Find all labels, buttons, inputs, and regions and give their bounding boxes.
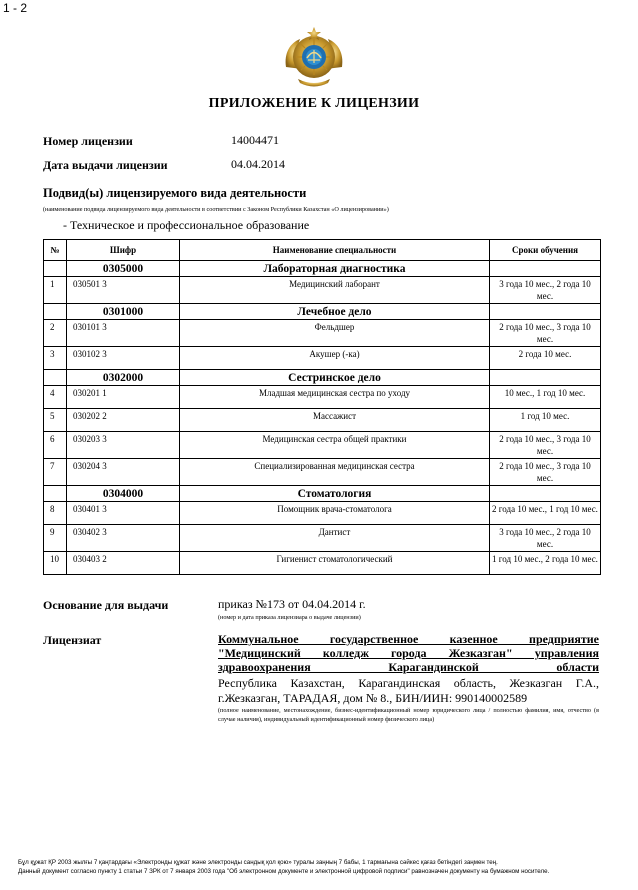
row-code: 030204 3 — [67, 459, 180, 486]
basis-value: приказ №173 от 04.04.2014 г. — [218, 597, 366, 611]
row-term: 2 года 10 мес., 1 год 10 мес. — [490, 502, 601, 525]
group-name: Лабораторная диагностика — [180, 261, 490, 277]
license-date-value: 04.04.2014 — [231, 157, 285, 171]
group-code: 0301000 — [67, 304, 180, 320]
table-row — [44, 409, 601, 432]
table-header-row — [44, 240, 601, 261]
row-name: Акушер (-ка) — [180, 347, 490, 370]
group-code: 0305000 — [67, 261, 180, 277]
license-number-label: Номер лицензии — [43, 134, 133, 148]
row-code: 030402 3 — [67, 525, 180, 552]
row-code: 030401 3 — [67, 502, 180, 525]
row-term: 10 мес., 1 год 10 мес. — [490, 386, 601, 409]
row-name: Медицинская сестра общей практики — [180, 432, 490, 459]
group-name: Лечебное дело — [180, 304, 490, 320]
row-num: 5 — [44, 409, 67, 432]
row-num: 3 — [44, 347, 67, 370]
subtype-heading: Подвид(ы) лицензируемого вида деятельности — [43, 186, 307, 200]
row-name: Фельдшер — [180, 320, 490, 347]
table-row — [44, 502, 601, 525]
subtype-note: (наименование подвида лицензируемого вида деятельности в соответствии с Законом Республики Казахстан «О лицензировании») — [43, 206, 389, 213]
row-code: 030501 3 — [67, 277, 180, 304]
group-num-cell — [44, 261, 67, 277]
licensee-note: (полное наименование, местонахождение, бизнес-идентификационный номер юридического лица / полностью фамилия, имя, отчество (в случае наличия), индивидуальный идентификационный номер физического лица) — [218, 707, 599, 723]
group-num-cell — [44, 304, 67, 320]
footer-ru: Данный документ согласно пункту 1 статьи 7 ЗРК от 7 января 2003 года "Об электронном документе и электронной цифровой подписи" равнозначен документу на бумажном носителе. — [18, 868, 550, 875]
license-date-label: Дата выдачи лицензии — [43, 158, 168, 172]
row-num: 6 — [44, 432, 67, 459]
row-name: Гигиенист стоматологический — [180, 552, 490, 575]
row-term: 2 года 10 мес., 3 года 10 мес. — [490, 320, 601, 347]
activity-type: - Техническое и профессиональное образование — [63, 218, 310, 232]
page-title: ПРИЛОЖЕНИЕ К ЛИЦЕНЗИИ — [208, 96, 420, 111]
row-term: 1 год 10 мес., 2 года 10 мес. — [490, 552, 601, 575]
row-num: 8 — [44, 502, 67, 525]
basis-note: (номер и дата приказа лицензиара о выдаче лицензии) — [218, 614, 361, 621]
row-code: 030101 3 — [67, 320, 180, 347]
state-emblem-icon — [280, 23, 348, 91]
table-row — [44, 277, 601, 304]
licensee-label: Лицензиат — [43, 633, 102, 647]
table-group-row — [44, 486, 601, 502]
row-term: 3 года 10 мес., 2 года 10 мес. — [490, 525, 601, 552]
page-number: 1 - 2 — [3, 1, 28, 15]
row-code: 030202 2 — [67, 409, 180, 432]
group-num-cell — [44, 486, 67, 502]
licensee-name: Коммунальное государственное казенное предприятие "Медицинский колледж города Жезказган" управления здравоохранения Карагандинской области — [218, 632, 599, 674]
header-term: Сроки обучения — [490, 240, 601, 261]
row-num: 1 — [44, 277, 67, 304]
table-row — [44, 347, 601, 370]
specialties-table — [43, 239, 601, 575]
header-code: Шифр — [67, 240, 180, 261]
row-term: 2 года 10 мес. — [490, 347, 601, 370]
row-num: 2 — [44, 320, 67, 347]
row-name: Специализированная медицинская сестра — [180, 459, 490, 486]
footer-kz: Бұл құжат ҚР 2003 жылғы 7 қаңтардағы «Электронды құжат және электронды сандық қол қою» туралы заңның 7 бабы, 1 тармағына сәйкес қағаз бетіндегі заңмен тең. — [18, 859, 498, 866]
group-term-cell — [490, 370, 601, 386]
group-code: 0302000 — [67, 370, 180, 386]
row-code: 030203 3 — [67, 432, 180, 459]
row-name: Младшая медицинская сестра по уходу — [180, 386, 490, 409]
table-row — [44, 386, 601, 409]
row-code: 030403 2 — [67, 552, 180, 575]
group-num-cell — [44, 370, 67, 386]
row-name: Помощник врача-стоматолога — [180, 502, 490, 525]
row-term: 2 года 10 мес., 3 года 10 мес. — [490, 459, 601, 486]
row-name: Дантист — [180, 525, 490, 552]
row-num: 4 — [44, 386, 67, 409]
row-name: Массажист — [180, 409, 490, 432]
group-term-cell — [490, 304, 601, 320]
license-number-value: 14004471 — [231, 133, 279, 147]
row-name: Медицинский лаборант — [180, 277, 490, 304]
licensee-address: Республика Казахстан, Карагандинская область, Жезказган Г.А., г.Жезказган, ТАРАДАЯ, дом № 8., БИН/ИИН: 990140002589 — [218, 676, 599, 705]
group-term-cell — [490, 261, 601, 277]
footer — [18, 858, 618, 876]
row-num: 9 — [44, 525, 67, 552]
row-term: 1 год 10 мес. — [490, 409, 601, 432]
header-name: Наименование специальности — [180, 240, 490, 261]
row-code: 030102 3 — [67, 347, 180, 370]
group-term-cell — [490, 486, 601, 502]
table-group-row — [44, 370, 601, 386]
table-body — [44, 261, 601, 575]
group-code: 0304000 — [67, 486, 180, 502]
table-group-row — [44, 261, 601, 277]
table-row — [44, 432, 601, 459]
row-num: 10 — [44, 552, 67, 575]
table-row — [44, 525, 601, 552]
table-group-row — [44, 304, 601, 320]
row-code: 030201 1 — [67, 386, 180, 409]
group-name: Сестринское дело — [180, 370, 490, 386]
table-row — [44, 459, 601, 486]
row-term: 3 года 10 мес., 2 года 10 мес. — [490, 277, 601, 304]
row-term: 2 года 10 мес., 3 года 10 мес. — [490, 432, 601, 459]
table-row — [44, 552, 601, 575]
basis-label: Основание для выдачи — [43, 598, 169, 612]
header-num: № — [44, 240, 67, 261]
group-name: Стоматология — [180, 486, 490, 502]
row-num: 7 — [44, 459, 67, 486]
table-row — [44, 320, 601, 347]
